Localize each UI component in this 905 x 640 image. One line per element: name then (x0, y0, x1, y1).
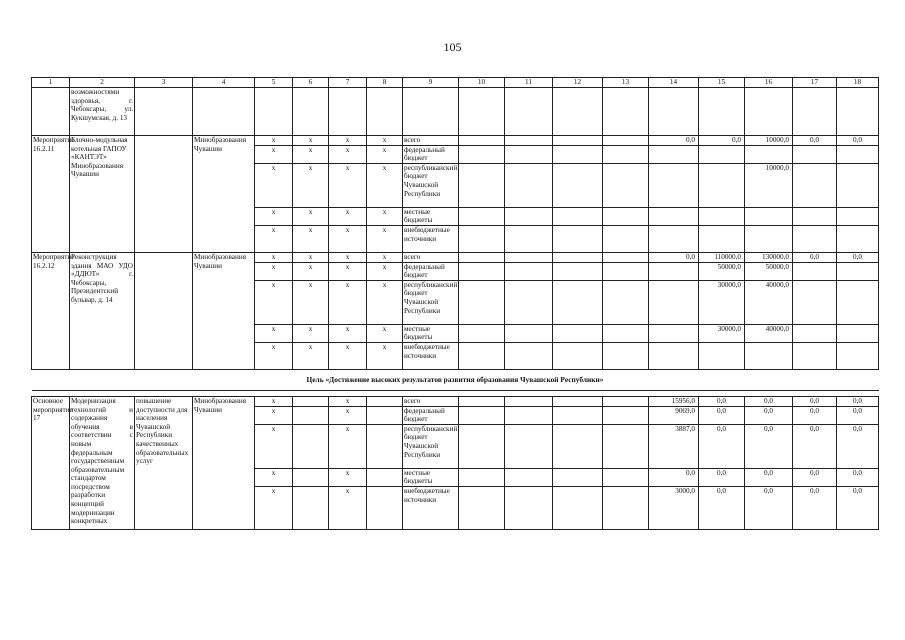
table-row: х х х х внебюджетные источники (32, 225, 879, 252)
funding-source-cell: федеральный бюджет (403, 145, 459, 163)
col-header: 6 (293, 78, 329, 88)
col-header: 17 (793, 78, 837, 88)
table-row: х х х х федеральный бюджет 50000,0 50000,0 (32, 262, 879, 280)
event-code-cell: Мероприятие 16.2.11 (32, 136, 70, 253)
table-row: х х республиканский бюджет Чувашской Республики 3887,0 0,0 0,0 0,0 0,0 (32, 424, 879, 468)
page-number: 105 (443, 40, 462, 54)
col-header: 16 (745, 78, 793, 88)
object-name-cell: Модернизация технологий и содержания обучения в соответствии с новым федеральным государственным образовательным стандартом посредством разработки концепций модернизации конкретных (70, 396, 135, 529)
col-header: 9 (403, 78, 459, 88)
col-header: 13 (603, 78, 649, 88)
table-row: Мероприятие 16.2.11 Блочно-модульная котельная ГАПОУ «КАНТЭТ» Минобразования Чувашии Минобразования Чувашии х х х х всего 0,0 0,0 10000,0 0,0 0,0 (32, 136, 879, 146)
table-row: х х федеральный бюджет 9069,0 0,0 0,0 0,0 0,0 (32, 406, 879, 424)
table-row: х х х х республиканский бюджет Чувашской Республики 30000,0 40000,0 (32, 280, 879, 324)
funding-source-cell: всего (403, 252, 459, 262)
object-name-cell: Блочно-модульная котельная ГАПОУ «КАНТЭТ» Минобразования Чувашии (70, 136, 135, 253)
funding-source-cell: местные бюджеты (403, 207, 459, 225)
funding-source-cell: местные бюджеты (403, 468, 459, 486)
table-row: х х местные бюджеты 0,0 0,0 0,0 0,0 0,0 (32, 468, 879, 486)
goal-heading: Цель «Достижение высоких результатов развития образования Чувашской Республики» (32, 369, 879, 390)
col-header: 2 (70, 78, 135, 88)
funding-source-cell: федеральный бюджет (403, 406, 459, 424)
funding-source-cell: внебюджетные источники (403, 342, 459, 369)
table-row: Основное мероприятие 17 Модернизация технологий и содержания обучения в соответствии с новым федеральным государственным образовательным стандартом посредством разработки концепций модернизации конкретных повышение доступности для населения Чувашской Республики качественных образовательных услуг Минобразования Чувашии х х всего 15956,0 0,0 0,0 0,0 0,0 (32, 396, 879, 406)
funding-source-cell: всего (403, 136, 459, 146)
col-header: 7 (329, 78, 367, 88)
goal-row (32, 369, 879, 390)
table-row (32, 88, 879, 136)
table-row: х х х х федеральный бюджет (32, 145, 879, 163)
col-header: 11 (505, 78, 553, 88)
col-header: 18 (837, 78, 879, 88)
funding-source-cell: республиканский бюджет Чувашской Республики (403, 424, 459, 468)
funding-source-cell: федеральный бюджет (403, 262, 459, 280)
object-name-cell: Реконструкция здания МАО УДО «ДДЮТ» г. Чебоксары, Президентский бульвар, д. 14 (70, 252, 135, 369)
event-code-cell: Мероприятие 16.2.12 (32, 252, 70, 369)
col-header: 8 (367, 78, 403, 88)
col-header: 15 (699, 78, 745, 88)
funding-source-cell: всего (403, 396, 459, 406)
col-header: 5 (255, 78, 293, 88)
col-header: 3 (135, 78, 193, 88)
table-row: х х внебюджетные источники 3000,0 0,0 0,0 0,0 0,0 (32, 486, 879, 529)
col-header: 1 (32, 78, 70, 88)
event-code-cell: Основное мероприятие 17 (32, 396, 70, 529)
executor-cell: Минобразования Чувашии (193, 396, 255, 529)
table-row: х х х х внебюджетные источники (32, 342, 879, 369)
object-name-cell: возможностями здоровья, г. Чебоксары, ул. Кукшумская, д. 13 (70, 88, 135, 136)
table-row: х х х х местные бюджеты (32, 207, 879, 225)
executor-cell: Минобразования Чувашии (193, 252, 255, 369)
table-row: х х х х местные бюджеты 30000,0 40000,0 (32, 324, 879, 342)
table-row: х х х х республиканский бюджет Чувашской Республики 10000,0 (32, 163, 879, 207)
table-row: Мероприятие 16.2.12 Реконструкция здания МАО УДО «ДДЮТ» г. Чебоксары, Президентский бульвар, д. 14 Минобразования Чувашии х х х х всего 0,0 110000,0 130000,0 0,0 0,0 (32, 252, 879, 262)
column-number-row (32, 78, 879, 88)
target-indicator-cell: повышение доступности для населения Чувашской Республики качественных образовательных услуг (135, 396, 193, 529)
budget-table (31, 77, 879, 530)
col-header: 14 (649, 78, 699, 88)
funding-source-cell: внебюджетные источники (403, 225, 459, 252)
funding-source-cell: внебюджетные источники (403, 486, 459, 529)
funding-source-cell: республиканский бюджет Чувашской Республики (403, 163, 459, 207)
funding-source-cell: республиканский бюджет Чувашской Республики (403, 280, 459, 324)
funding-source-cell: местные бюджеты (403, 324, 459, 342)
col-header: 12 (553, 78, 603, 88)
col-header: 10 (459, 78, 505, 88)
executor-cell: Минобразования Чувашии (193, 136, 255, 253)
col-header: 4 (193, 78, 255, 88)
